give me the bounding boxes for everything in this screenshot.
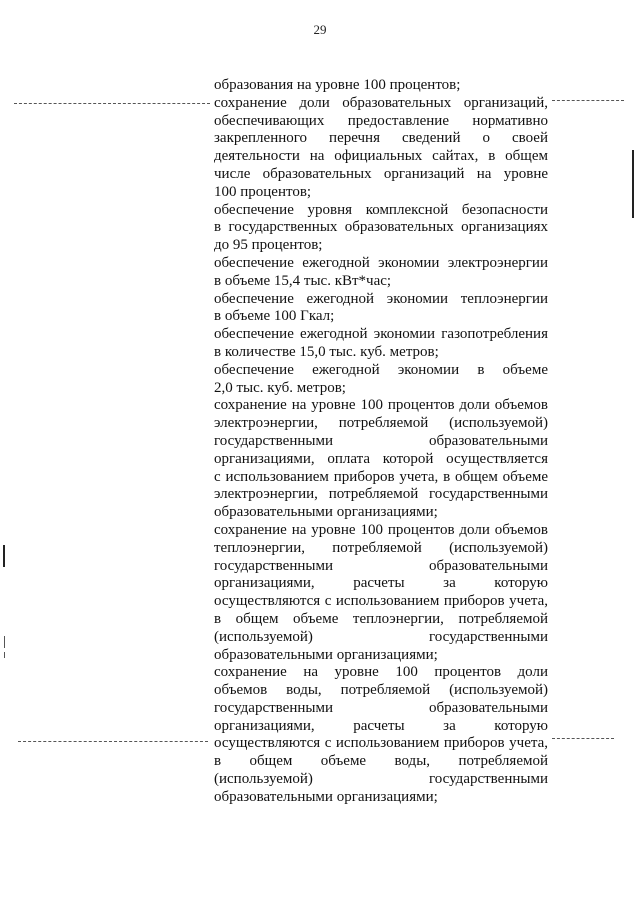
text-line: в общем объеме воды, потребляемой [214,753,548,770]
text-line: государственными образовательными [214,557,548,574]
text-line: государственными образовательными [214,432,548,449]
text-line: образовательными организациями; [214,504,438,521]
text-line: в количестве 15,0 тыс. куб. метров; [214,343,439,360]
text-line: сохранение на уровне 100 процентов доли объемов [214,397,548,414]
text-line: числе образовательных организаций на уровне [214,165,548,182]
text-line: обеспечение ежегодной экономии теплоэнергии [214,290,548,307]
text-line: до 95 процентов; [214,237,323,254]
text-line: теплоэнергии, потребляемой (используемой) [214,539,548,556]
text-line: осуществляются с использованием приборов учета, [214,735,548,752]
text-line: 2,0 тыс. куб. метров; [214,379,346,396]
scan-dashed-line-bottom-left [18,741,208,742]
text-line: в государственных образовательных организациях [214,219,548,236]
text-line: организациями, оплата которой осуществляется [214,450,548,467]
text-line: образования на уровне 100 процентов; [214,77,461,93]
text-line: (используемой) государственными [214,771,548,788]
text-line: сохранение доли образовательных организаций, [214,94,548,111]
text-line: обеспечение ежегодной экономии в объеме [214,361,548,378]
text-line: организациями, расчеты за которую [214,575,548,592]
text-line: сохранение на уровне 100 процентов доли [214,664,548,681]
text-line: объемов воды, потребляемой (используемой) [214,682,548,699]
text-line: в объеме 15,4 тыс. кВт*час; [214,272,392,289]
scan-dashed-line-bottom-right [552,738,614,739]
text-line: обеспечение ежегодной экономии газопотребления [214,326,548,343]
scan-dashed-line-top-right [552,100,624,101]
text-line: обеспечение ежегодной экономии электроэнергии [214,254,548,271]
scan-edge-mark-left [3,545,5,567]
page-number: 29 [313,22,327,37]
text-line: электроэнергии, потребляемой (используемой) [214,415,548,432]
text-line: сохранение на уровне 100 процентов доли объемов [214,521,548,538]
text-line: обеспечение уровня комплексной безопасности [214,201,548,218]
scan-speck-left [4,636,5,648]
scan-speck-left-lower [4,652,5,658]
text-line: образовательными организациями; [214,788,438,805]
text-line: закрепленного перечня сведений о своей [214,130,548,147]
text-line: государственными образовательными [214,699,548,716]
text-line: организациями, расчеты за которую [214,717,548,734]
scan-edge-mark-right [632,150,634,218]
text-line: электроэнергии, потребляемой государственными [214,486,548,503]
text-line: деятельности на официальных сайтах, в общем [214,148,548,165]
document-body [214,77,548,807]
text-line: в общем объеме теплоэнергии, потребляемой [214,610,548,627]
text-line: осуществляются с использованием приборов учета, [214,593,548,610]
text-line: с использованием приборов учета, в общем объеме [214,468,548,485]
text-line: 100 процентов; [214,183,312,200]
text-line: (используемой) государственными [214,628,548,645]
scan-dashed-line-top-left [14,103,210,104]
text-line: в объеме 100 Гкал; [214,308,335,325]
text-line: образовательными организациями; [214,646,438,663]
text-line: обеспечивающих предоставление нормативно [214,112,548,129]
